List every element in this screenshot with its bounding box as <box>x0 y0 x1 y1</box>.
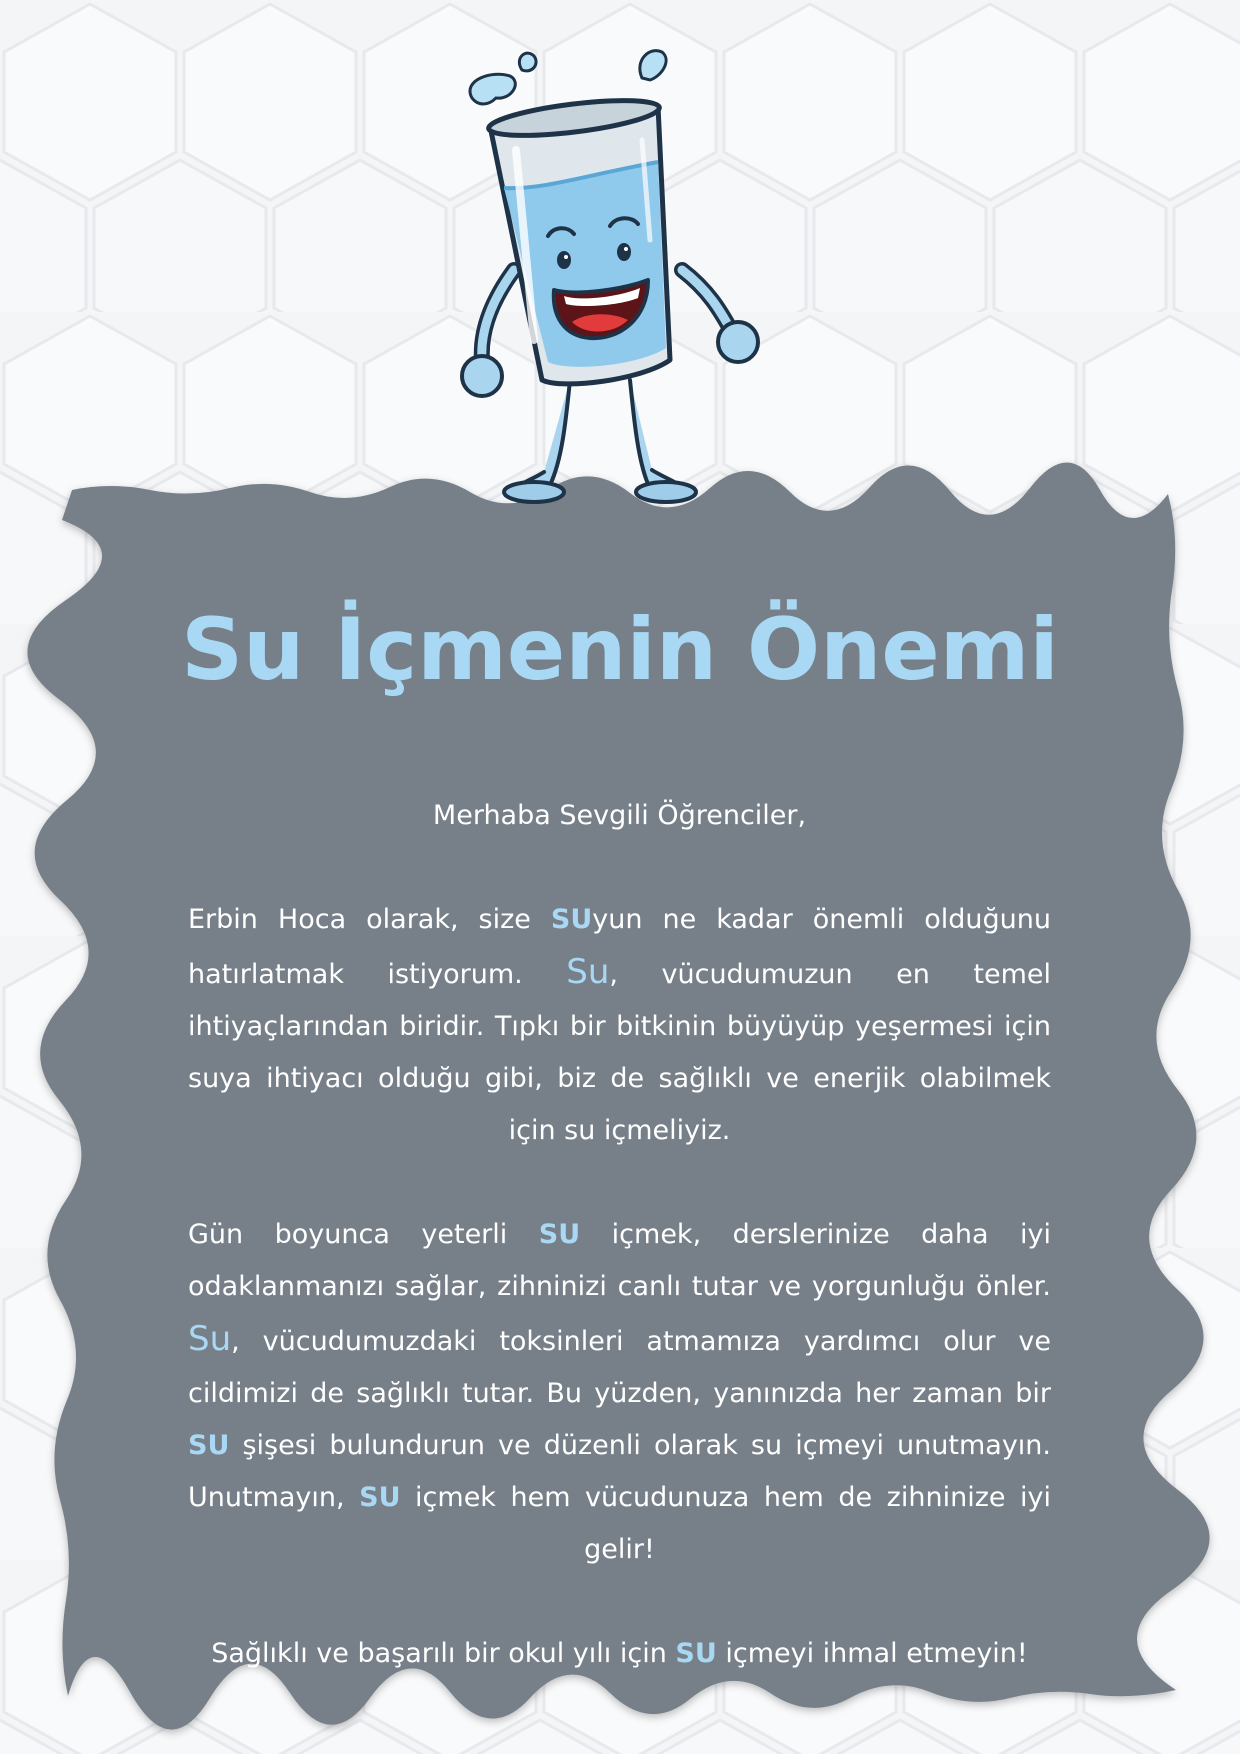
closing-text: içmeyi ihmal etmeyin! <box>716 1638 1028 1669</box>
paragraph-2-text: içmek hem vücudunuza hem de zihninize iyi gelir! <box>400 1482 1051 1565</box>
su-highlight: Su <box>188 1319 232 1359</box>
letter-body <box>188 790 1051 1680</box>
su-highlight: SU <box>359 1482 401 1513</box>
paragraph-2 <box>188 1209 1051 1576</box>
su-highlight: SU <box>550 904 593 935</box>
su-highlight: SU <box>188 1430 230 1461</box>
closing-text: Sağlıklı ve başarılı bir okul yılı için <box>211 1638 676 1669</box>
paragraph-2-text: şişesi bulundurun ve düzenli olarak su içmeyi unutmayın. Unutmayın, <box>188 1430 1051 1513</box>
su-highlight: SU <box>538 1219 581 1250</box>
paragraph-1 <box>188 894 1051 1157</box>
paragraph-2-text: Gün boyunca yeterli <box>188 1219 539 1250</box>
su-highlight: SU <box>675 1638 717 1669</box>
paragraph-1-text: Erbin Hoca olarak, size <box>188 904 551 935</box>
paragraph-2-text: , vücudumuzdaki toksinleri atmamıza yardımcı olur ve cildimizi de sağlıklı tutar. Bu yüzden, yanınızda her zaman bir <box>188 1326 1051 1409</box>
page-title: Su İçmenin Önemi <box>181 600 1059 700</box>
water-glass-mascot-icon <box>452 40 812 510</box>
greeting: Merhaba Sevgili Öğrenciler, <box>432 800 807 831</box>
paragraph-1-text: , vücudumuzun en temel ihtiyaçlarından biridir. Tıpkı bir bitkinin büyüyüp yeşermesi için suya ihtiyacı olduğu gibi, biz de sağlıklı ve enerjik olabilmek için su içmeliyiz. <box>188 959 1051 1146</box>
su-highlight: Su <box>566 952 610 992</box>
closing-line <box>188 1628 1051 1680</box>
paragraph-2-text: içmek, derslerinize daha iyi odaklanmanızı sağlar, zihninizi canlı tutar ve yorgunluğu önler. <box>188 1219 1051 1302</box>
paragraph-1-text: yun ne kadar önemli olduğunu hatırlatmak istiyorum. <box>188 904 1051 990</box>
